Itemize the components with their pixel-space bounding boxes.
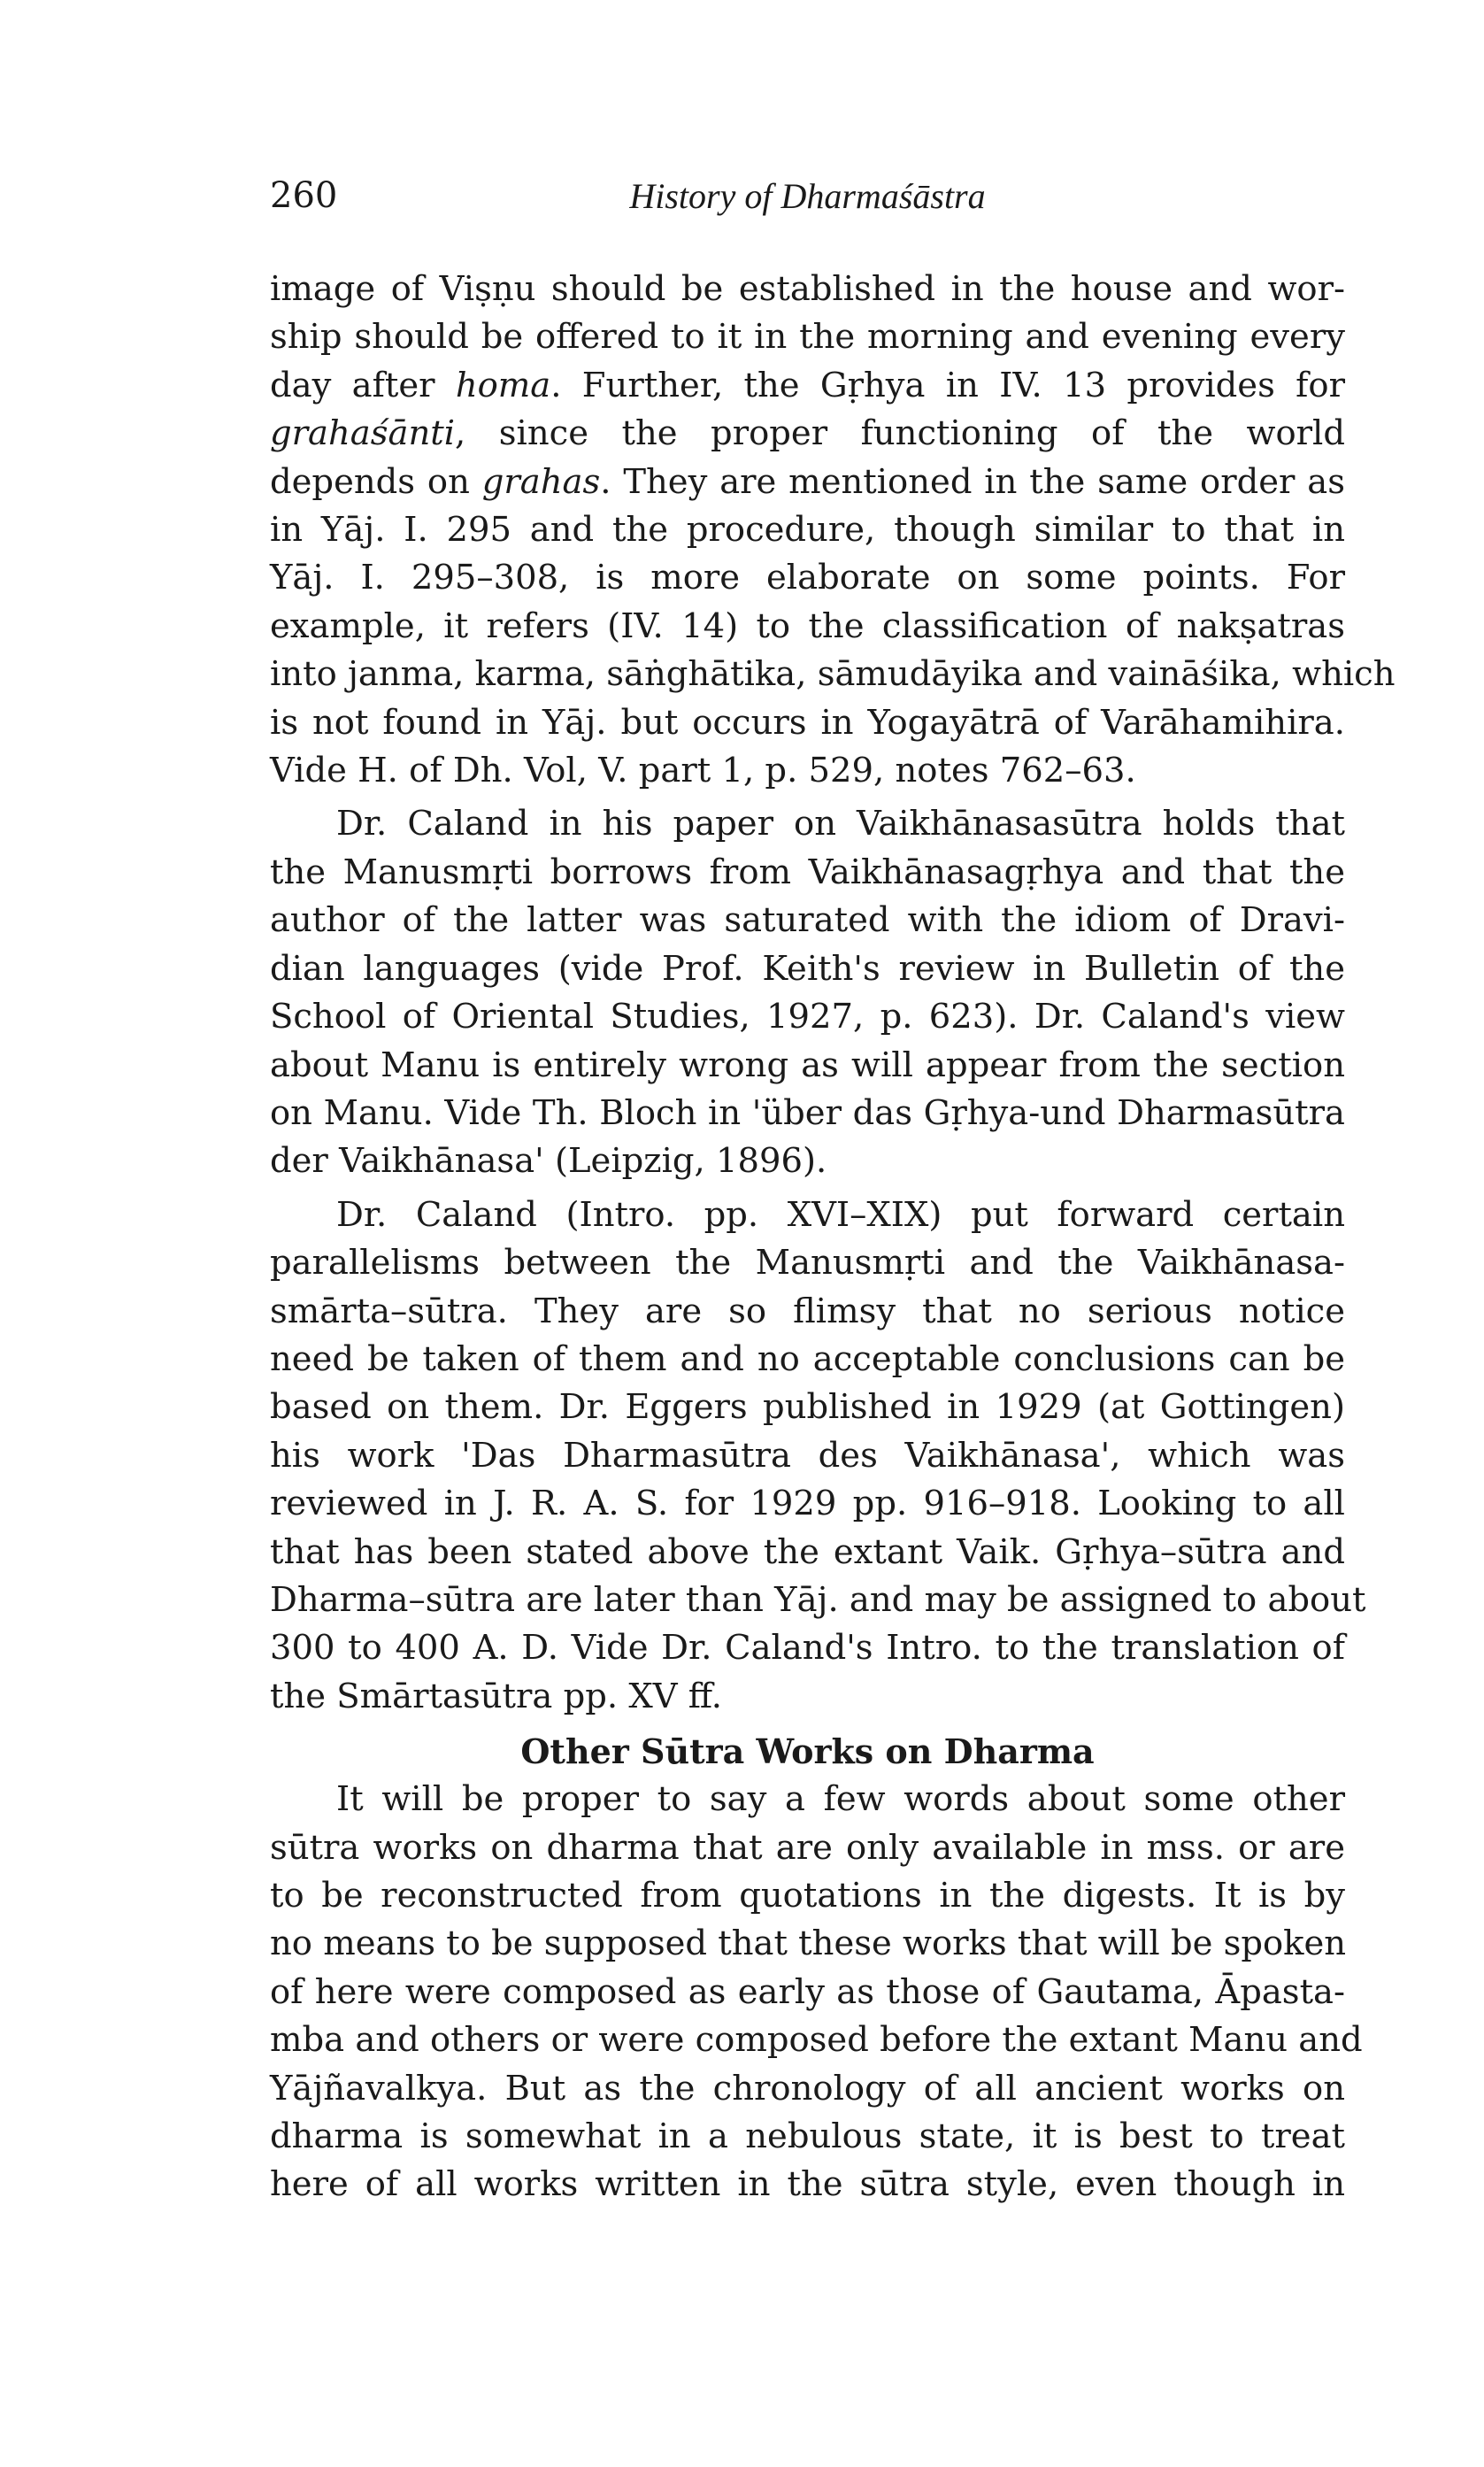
text-line: on Manu. Vide Th. Bloch in 'über das Gṛhya-und Dharmasūtra	[270, 1092, 1345, 1133]
text-line: image of Viṣṇu should be established in the house and wor-	[270, 269, 1345, 309]
text-line: example, it refers (IV. 14) to the classification of nakṣatras	[270, 605, 1345, 646]
text-line: smārta–sūtra. They are so flimsy that no serious notice	[270, 1291, 1345, 1331]
text-line: reviewed in J. R. A. S. for 1929 pp. 916–918. Looking to all	[270, 1484, 1345, 1524]
text-line: day after homa. Further, the Gṛhya in IV. 13 provides for	[270, 365, 1345, 405]
text-line: need be taken of them and no acceptable conclusions can be	[270, 1338, 1345, 1379]
text-line: dharma is somewhat in a nebulous state, it is best to treat	[270, 2116, 1345, 2157]
text-line: author of the latter was saturated with the idiom of Dravi-	[270, 900, 1345, 941]
page-number: 260	[270, 175, 338, 216]
text-line: der Vaikhānasa' (Leipzig, 1896).	[270, 1141, 827, 1182]
text-line: about Manu is entirely wrong as will appear from the section	[270, 1045, 1345, 1085]
text-line: 300 to 400 A. D. Vide Dr. Caland's Intro. to the translation of	[270, 1628, 1345, 1669]
text-line: mba and others or were composed before the extant Manu and	[270, 2020, 1363, 2061]
text-line: of here were composed as early as those of Gautama, Āpasta-	[270, 1971, 1345, 2012]
text-line: School of Oriental Studies, 1927, p. 623). Dr. Caland's view	[270, 997, 1345, 1037]
text-line: grahaśānti, since the proper functioning of the world	[270, 413, 1345, 454]
page-header	[270, 175, 1345, 228]
text-line: to be reconstructed from quotations in the digests. It is by	[270, 1876, 1345, 1916]
text-line: Dr. Caland in his paper on Vaikhānasasūtra holds that	[336, 804, 1345, 844]
text-line: Yājñavalkya. But as the chronology of all ancient works on	[270, 2068, 1345, 2109]
text-line: based on them. Dr. Eggers published in 1929 (at Gottingen)	[270, 1387, 1345, 1428]
text-line: Yāj. I. 295–308, is more elaborate on some points. For	[270, 558, 1345, 598]
text-line: sūtra works on dharma that are only available in mss. or are	[270, 1827, 1345, 1868]
text-line: Dharma–sūtra are later than Yāj. and may be assigned to about	[270, 1579, 1366, 1620]
text-line: Vide H. of Dh. Vol, V. part 1, p. 529, notes 762–63.	[270, 751, 1136, 791]
final-paragraph	[270, 1776, 1363, 2209]
text-line: his work 'Das Dharmasūtra des Vaikhānasa', which was	[270, 1435, 1345, 1476]
text-line: that has been stated above the extant Vaik. Gṛhya–sūtra and	[270, 1531, 1345, 1572]
text-line: parallelisms between the Manusmṛti and the Vaikhānasa-	[270, 1243, 1345, 1284]
text-line: depends on grahas. They are mentioned in the same order as	[270, 461, 1345, 502]
text-line: into janma, karma, sāṅghātika, sāmudāyika and vaināśika, which	[270, 654, 1396, 695]
text-line: no means to be supposed that these works that will be spoken	[270, 1923, 1347, 1964]
paragraphs	[270, 266, 1396, 1721]
text-line: ship should be offered to it in the morning and evening every	[270, 317, 1345, 358]
text-line: is not found in Yāj. but occurs in Yogayātrā of Varāhamihira.	[270, 702, 1345, 743]
text-line: the Manusmṛti borrows from Vaikhānasagṛhya and that the	[270, 852, 1345, 892]
paragraph-p4	[270, 1776, 1363, 2209]
text-line: the Smārtasūtra pp. XV ff.	[270, 1676, 723, 1716]
running-title: History of Dharmaśāstra	[629, 176, 986, 216]
text-line: It will be proper to say a few words about some other	[336, 1779, 1345, 1820]
body-text	[270, 266, 1396, 2209]
text-line: in Yāj. I. 295 and the procedure, though similar to that in	[270, 510, 1345, 551]
paragraph-p2	[270, 800, 1345, 1185]
paragraph-p1	[270, 266, 1396, 795]
text-line: here of all works written in the sūtra style, even though in	[270, 2164, 1345, 2205]
section-heading: Other Sūtra Works on Dharma	[520, 1731, 1095, 1772]
text-line: dian languages (vide Prof. Keith's review in Bulletin of the	[270, 948, 1345, 989]
paragraph-p3	[270, 1191, 1366, 1721]
text-line: Dr. Caland (Intro. pp. XVI–XIX) put forward certain	[336, 1194, 1345, 1235]
